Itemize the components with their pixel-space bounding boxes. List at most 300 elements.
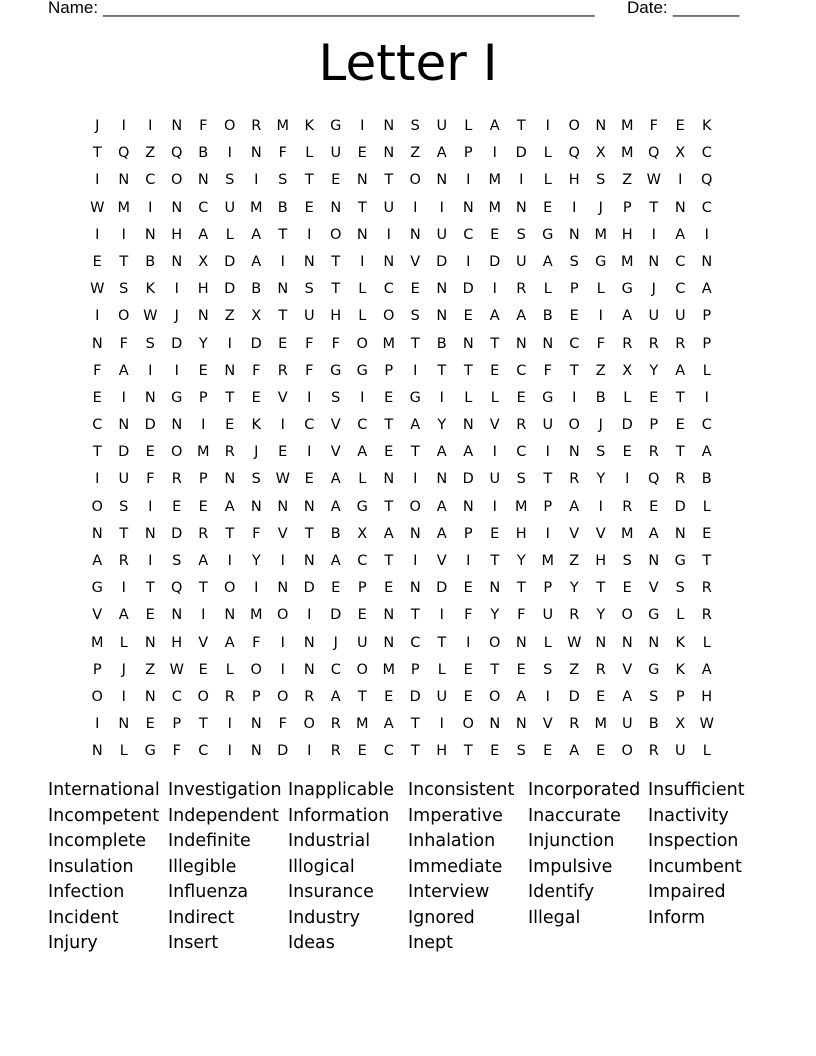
grid-letter: T (119, 253, 129, 270)
grid-letter: I (492, 145, 497, 162)
grid-letter: N (409, 580, 421, 597)
grid-letter: R (648, 444, 659, 461)
grid-letter: N (277, 580, 289, 597)
grid-letter: A (569, 498, 580, 515)
grid-letter: N (356, 172, 368, 189)
grid-letter: H (568, 172, 580, 189)
grid-letter: U (118, 471, 130, 488)
grid-letter: B (648, 716, 659, 733)
word-item: Illegal (528, 907, 581, 928)
grid-letter: I (678, 172, 683, 189)
grid-letter: N (674, 525, 686, 542)
grid-letter: N (383, 471, 395, 488)
word-item: Insert (168, 933, 219, 953)
grid-letter: O (197, 688, 209, 705)
grid-row (84, 684, 720, 711)
grid-letter: N (462, 417, 474, 434)
grid-letter: U (542, 417, 554, 434)
grid-letter: N (250, 743, 262, 760)
grid-letter: C (357, 553, 368, 569)
grid-letter: P (172, 716, 182, 733)
grid-letter: A (118, 607, 129, 624)
grid-letter: V (277, 389, 288, 406)
grid-letter: I (598, 498, 603, 515)
grid-letter: P (384, 362, 394, 379)
grid-letter: I (121, 580, 126, 597)
grid-letter: V (648, 580, 659, 597)
grid-letter: R (171, 471, 182, 488)
grid-letter: Q (648, 145, 660, 162)
grid-letter: N (171, 417, 183, 434)
grid-letter: N (250, 498, 262, 515)
grid-letter: G (330, 362, 342, 379)
grid-letter: N (462, 335, 474, 352)
grid-letter: T (331, 253, 341, 270)
grid-letter: T (596, 580, 606, 597)
grid-letter: N (489, 716, 501, 733)
grid-letter: E (304, 199, 314, 216)
grid-letter: M (620, 118, 634, 134)
grid-letter: K (145, 281, 155, 298)
grid-letter: V (330, 417, 341, 434)
grid-letter: E (304, 471, 314, 488)
grid-letter: F (93, 362, 102, 379)
grid-letter: F (305, 362, 314, 379)
grid-letter: S (410, 118, 420, 134)
grid-letter: I (466, 253, 471, 270)
grid-letter: E (384, 389, 394, 406)
grid-letter: R (224, 444, 235, 461)
grid-letter: E (384, 580, 394, 597)
grid-letter: E (675, 118, 685, 134)
grid-letter: C (357, 417, 368, 434)
grid-letter: I (254, 172, 259, 189)
grid-letter: O (568, 417, 580, 434)
grid-letter: S (649, 688, 659, 705)
grid-letter: W (90, 199, 105, 216)
grid-letter: A (330, 498, 341, 515)
grid-letter: I (148, 498, 153, 515)
grid-letter: E (490, 226, 500, 243)
grid-letter: L (437, 661, 446, 678)
grid-letter: V (542, 716, 553, 733)
grid-letter: E (331, 580, 341, 597)
grid-letter: A (542, 253, 553, 270)
grid-letter: N (118, 172, 130, 189)
grid-letter: I (227, 553, 232, 569)
grid-letter: D (409, 688, 421, 705)
word-item: Incompetent (48, 805, 160, 826)
word-item: Insufficient (648, 780, 745, 800)
grid-letter: S (145, 335, 155, 352)
grid-letter: R (304, 688, 315, 705)
grid-letter: E (92, 389, 102, 406)
grid-letter: O (91, 688, 103, 705)
word-column (648, 778, 768, 957)
grid-letter: A (516, 308, 527, 325)
grid-letter: F (278, 716, 287, 733)
grid-letter: D (303, 580, 315, 597)
grid-letter: U (621, 716, 633, 733)
grid-letter: Z (622, 172, 633, 189)
grid-letter: R (569, 471, 580, 488)
grid-letter: E (198, 498, 208, 515)
grid-letter: N (91, 743, 103, 760)
grid-letter: T (569, 362, 579, 379)
grid-letter: H (515, 525, 527, 542)
grid-letter: E (569, 308, 579, 325)
grid-letter: N (648, 253, 660, 270)
grid-letter: P (251, 688, 261, 705)
grid-letter: C (198, 199, 209, 216)
grid-letter: I (280, 634, 285, 651)
grid-letter: I (174, 281, 179, 298)
grid-letter: I (704, 389, 709, 406)
grid-letter: I (704, 226, 709, 243)
grid-letter: S (675, 580, 685, 597)
word-item: Infection (48, 882, 125, 902)
grid-letter: I (280, 417, 285, 434)
grid-letter: C (701, 199, 712, 216)
page-title: Letter I (318, 34, 498, 92)
grid-row (84, 249, 720, 276)
grid-letter: E (410, 281, 420, 298)
grid-letter: D (621, 417, 633, 434)
word-column (288, 778, 408, 957)
grid-letter: D (436, 580, 448, 597)
grid-letter: D (330, 607, 342, 624)
grid-letter: N (595, 634, 607, 651)
grid-letter: E (278, 335, 288, 352)
grid-letter: I (95, 716, 100, 733)
date-line: _______ (673, 0, 740, 17)
grid-letter: N (330, 199, 342, 216)
grid-letter: V (595, 525, 606, 542)
grid-letter: I (254, 580, 259, 597)
grid-row (84, 548, 720, 575)
grid-letter: H (621, 226, 633, 243)
word-list (48, 778, 768, 957)
grid-letter: E (543, 199, 553, 216)
grid-letter: E (92, 253, 102, 270)
grid-letter: N (356, 226, 368, 243)
grid-letter: Z (145, 145, 156, 162)
grid-letter: N (436, 172, 448, 189)
grid-letter: G (674, 553, 686, 569)
grid-letter: E (357, 743, 367, 760)
grid-letter: D (436, 253, 448, 270)
grid-letter: O (277, 607, 289, 624)
grid-letter: E (649, 498, 659, 515)
grid-letter: E (702, 525, 712, 542)
grid-letter: A (410, 417, 421, 434)
grid-letter: I (545, 688, 550, 705)
grid-letter: Q (118, 145, 130, 162)
grid-letter: T (92, 444, 102, 461)
grid-letter: I (280, 661, 285, 678)
grid-letter: E (516, 389, 526, 406)
grid-letter: I (545, 444, 550, 461)
grid-letter: S (278, 172, 288, 189)
grid-letter: E (278, 444, 288, 461)
grid-row (84, 358, 720, 385)
grid-letter: N (171, 253, 183, 270)
word-item: Indirect (168, 907, 235, 928)
grid-letter: F (252, 525, 261, 542)
grid-letter: N (383, 118, 395, 134)
grid-letter: N (542, 335, 554, 352)
grid-letter: Q (568, 145, 580, 162)
grid-letter: L (358, 308, 367, 325)
grid-letter: T (225, 389, 235, 406)
grid-letter: F (305, 335, 314, 352)
grid-letter: K (675, 634, 685, 651)
grid-letter: N (303, 634, 315, 651)
word-item: Indefinite (168, 831, 251, 851)
grid-letter: D (118, 444, 130, 461)
word-item: Immediate (408, 856, 503, 877)
grid-letter: P (543, 580, 553, 597)
grid-letter: L (358, 281, 367, 298)
grid-letter: R (118, 553, 129, 569)
grid-letter: A (383, 716, 394, 733)
grid-letter: C (516, 362, 527, 379)
grid-letter: A (436, 498, 447, 515)
grid-letter: H (171, 226, 183, 243)
grid-letter: Z (410, 145, 421, 162)
grid-letter: G (542, 389, 554, 406)
grid-letter: V (277, 525, 288, 542)
grid-letter: A (463, 444, 474, 461)
grid-letter: T (145, 580, 155, 597)
grid-letter: I (439, 716, 444, 733)
grid-letter: N (171, 607, 183, 624)
grid-letter: C (304, 417, 315, 434)
grid-letter: E (145, 716, 155, 733)
grid-letter: E (463, 580, 473, 597)
grid-letter: Q (701, 172, 713, 189)
grid-letter: U (674, 743, 686, 760)
grid-letter: L (119, 743, 128, 760)
grid-row (84, 222, 720, 249)
grid-letter: D (489, 253, 501, 270)
grid-letter: I (280, 253, 285, 270)
grid-letter: A (92, 553, 103, 569)
grid-letter: C (516, 444, 527, 461)
grid-letter: O (91, 498, 103, 515)
grid-letter: R (622, 335, 633, 352)
grid-letter: H (330, 308, 342, 325)
grid-letter: Q (648, 471, 660, 488)
grid-letter: P (463, 525, 473, 542)
grid-letter: I (625, 471, 630, 488)
grid-letter: A (489, 308, 500, 325)
grid-letter: Q (171, 580, 183, 597)
grid-letter: N (701, 253, 713, 270)
grid-letter: T (357, 199, 367, 216)
word-item: Inactivity (648, 805, 729, 826)
grid-letter: D (277, 743, 289, 760)
word-item: Imperative (408, 805, 503, 826)
grid-letter: A (622, 688, 633, 705)
grid-letter: I (598, 308, 603, 325)
word-item: Impaired (648, 882, 726, 902)
grid-letter: U (436, 688, 448, 705)
grid-letter: I (572, 199, 577, 216)
grid-letter: P (649, 417, 659, 434)
grid-letter: C (330, 661, 341, 678)
grid-letter: A (357, 444, 368, 461)
grid-letter: L (543, 634, 552, 651)
grid-letter: R (648, 335, 659, 352)
grid-letter: N (171, 199, 183, 216)
grid-letter: K (701, 118, 712, 134)
grid-letter: R (277, 362, 288, 379)
grid-letter: O (171, 444, 183, 461)
grid-row (84, 738, 720, 765)
grid-letter: C (675, 253, 686, 270)
grid-letter: I (545, 118, 550, 134)
grid-row (84, 711, 720, 738)
grid-letter: S (410, 308, 420, 325)
grid-letter: I (95, 172, 100, 189)
grid-letter: N (568, 444, 580, 461)
grid-letter: E (516, 661, 526, 678)
grid-letter: U (303, 308, 315, 325)
grid-letter: I (360, 253, 365, 270)
grid-letter: Y (251, 553, 261, 569)
grid-letter: D (144, 417, 156, 434)
grid-row (84, 140, 720, 167)
grid-letter: D (224, 281, 236, 298)
grid-letter: B (277, 199, 288, 216)
grid-letter: S (516, 471, 526, 488)
grid-letter: N (383, 253, 395, 270)
grid-letter: E (225, 417, 235, 434)
grid-letter: B (330, 525, 341, 542)
grid-row (84, 575, 720, 602)
grid-letter: O (330, 226, 342, 243)
grid-letter: O (621, 607, 633, 624)
grid-letter: I (492, 498, 497, 515)
grid-letter: G (595, 253, 607, 270)
grid-letter: A (701, 444, 712, 461)
grid-letter: N (250, 716, 262, 733)
grid-letter: G (648, 661, 660, 678)
grid-letter: E (384, 688, 394, 705)
grid-letter: I (519, 172, 524, 189)
grid-letter: A (224, 498, 235, 515)
grid-letter: C (171, 688, 182, 705)
grid-letter: W (567, 634, 582, 651)
grid-letter: O (277, 688, 289, 705)
word-item: Incumbent (648, 856, 742, 877)
grid-letter: I (651, 226, 656, 243)
grid-letter: G (356, 498, 368, 515)
grid-letter: L (596, 281, 605, 298)
word-item: Industrial (288, 831, 371, 851)
grid-letter: C (198, 743, 209, 760)
word-item: Inspection (648, 831, 739, 851)
grid-letter: N (409, 525, 421, 542)
grid-letter: U (489, 471, 501, 488)
grid-letter: M (594, 716, 607, 733)
date-label: Date: (627, 0, 668, 17)
grid-letter: J (174, 308, 179, 325)
word-item: Insurance (288, 882, 374, 902)
grid-letter: J (598, 199, 603, 216)
word-item: Industry (288, 907, 360, 928)
grid-letter: I (413, 362, 418, 379)
word-item: Inept (408, 933, 453, 953)
grid-letter: U (383, 199, 395, 216)
grid-letter: E (198, 362, 208, 379)
grid-letter: L (702, 498, 711, 515)
grid-letter: N (436, 281, 448, 298)
grid-letter: V (410, 253, 421, 270)
word-item: Inform (648, 907, 706, 928)
grid-letter: Z (224, 308, 235, 325)
grid-letter: I (148, 553, 153, 569)
grid-letter: A (251, 253, 262, 270)
grid-letter: N (303, 253, 315, 270)
grid-letter: N (568, 226, 580, 243)
grid-letter: V (436, 553, 447, 569)
grid-letter: C (92, 417, 103, 434)
grid-letter: N (648, 634, 660, 651)
grid-letter: P (198, 471, 208, 488)
grid-letter: P (92, 661, 102, 678)
grid-letter: I (280, 553, 285, 569)
grid-letter: I (360, 118, 365, 134)
grid-letter: S (569, 253, 579, 270)
grid-letter: U (542, 607, 554, 624)
grid-letter: T (304, 172, 314, 189)
grid-letter: T (410, 716, 420, 733)
grid-letter: N (224, 471, 236, 488)
grid-letter: O (489, 688, 501, 705)
grid-letter: Z (569, 553, 580, 569)
grid-letter: D (674, 498, 686, 515)
grid-letter: I (413, 553, 418, 569)
grid-letter: Y (198, 335, 208, 352)
grid-letter: A (701, 281, 712, 298)
grid-letter: J (651, 281, 656, 298)
grid-letter: R (251, 118, 262, 134)
grid-letter: C (701, 417, 712, 434)
grid-letter: N (197, 172, 209, 189)
grid-letter: T (92, 145, 102, 162)
grid-letter: G (542, 226, 554, 243)
grid-letter: I (227, 743, 232, 760)
grid-letter: E (384, 444, 394, 461)
grid-letter: E (622, 580, 632, 597)
grid-letter: E (675, 417, 685, 434)
grid-letter: B (145, 253, 156, 270)
grid-letter: I (95, 226, 100, 243)
grid-letter: N (595, 118, 607, 134)
grid-letter: Q (171, 145, 183, 162)
grid-letter: I (439, 389, 444, 406)
grid-letter: M (249, 199, 263, 216)
grid-letter: L (119, 634, 128, 651)
grid-letter: X (357, 525, 368, 542)
grid-letter: N (118, 417, 130, 434)
grid-letter: X (595, 145, 606, 162)
grid-letter: L (358, 471, 367, 488)
grid-letter: T (675, 444, 685, 461)
grid-letter: I (148, 118, 153, 134)
